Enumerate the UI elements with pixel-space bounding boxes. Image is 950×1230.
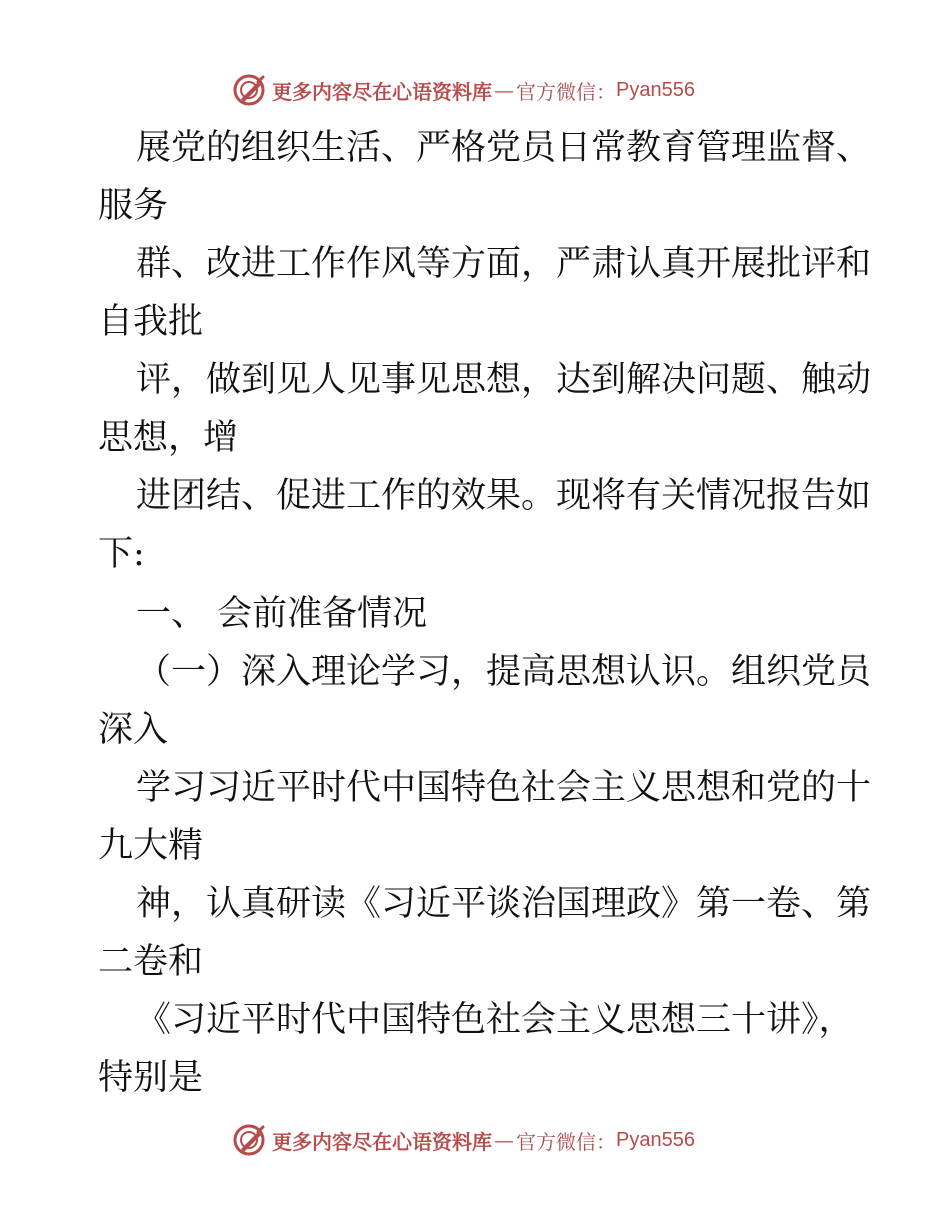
text-line: （一）深入理论学习，提高思想认识。组织党员 <box>136 652 872 692</box>
text-line: 群、改进工作作风等方面，严肃认真开展批评和 <box>136 244 872 284</box>
banner-dash: — <box>494 78 514 102</box>
banner-wechat-id: Pyan556 <box>616 1128 695 1151</box>
text-line: 九大精 <box>98 826 204 866</box>
footer-banner <box>232 1120 695 1160</box>
text-line: 二卷和 <box>98 942 204 982</box>
text-line: 深入 <box>98 710 169 750</box>
banner-dash: — <box>494 1128 514 1152</box>
banner-wechat-label: 官方微信： <box>516 79 616 104</box>
header-banner <box>232 70 695 110</box>
text-line: 展党的组织生活、严格党员日常教育管理监督、 <box>136 128 872 168</box>
text-line: 学习习近平时代中国特色社会主义思想和党的十 <box>136 768 872 808</box>
pen-logo-icon <box>232 1123 266 1157</box>
pen-logo-icon <box>232 73 266 107</box>
banner-title: 更多内容尽在心语资料库 <box>272 1129 492 1154</box>
banner-wechat-label: 官方微信： <box>516 1129 616 1154</box>
text-line: 评，做到见人见事见思想，达到解决问题、触动 <box>136 360 872 400</box>
text-line: 自我批 <box>98 302 204 342</box>
text-line: 下: <box>98 534 145 574</box>
text-line: 服务 <box>98 186 169 226</box>
text-line: 《习近平时代中国特色社会主义思想三十讲》， <box>136 1000 854 1040</box>
text-line: 进团结、促进工作的效果。现将有关情况报告如 <box>136 476 872 516</box>
text-line: 神，认真研读《习近平谈治国理政》第一卷、第 <box>136 884 872 924</box>
banner-wechat-id: Pyan556 <box>616 78 695 101</box>
banner-title: 更多内容尽在心语资料库 <box>272 79 492 104</box>
text-line: 思想，增 <box>98 418 239 458</box>
text-line: 特别是 <box>98 1058 204 1098</box>
section-heading: 一、 会前准备情况 <box>136 594 428 634</box>
